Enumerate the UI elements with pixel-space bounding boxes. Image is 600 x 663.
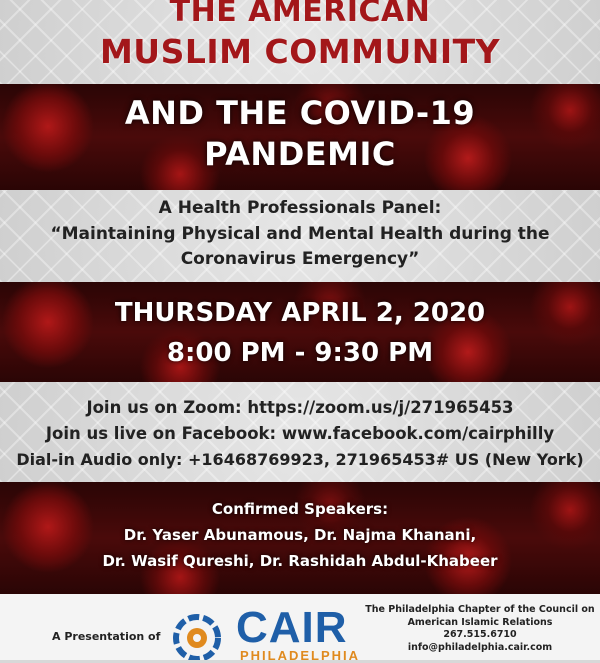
org-name-line-1: The Philadelphia Chapter of the Council on: [365, 604, 595, 615]
panel-heading: A Health Professionals Panel:: [158, 198, 442, 218]
org-info: [362, 604, 598, 654]
join-zoom[interactable]: Join us on Zoom: https://zoom.us/j/271965453: [86, 398, 514, 417]
cair-logo-subtext: PHILADELPHIA: [240, 648, 361, 663]
cair-logo-text: CAIR: [236, 603, 348, 652]
dial-in: Dial-in Audio only: +16468769923, 271965453# US (New York): [16, 450, 584, 469]
title-line-3: AND THE COVID-19: [124, 94, 476, 132]
speakers-heading: Confirmed Speakers:: [211, 500, 389, 518]
title-line-4: PANDEMIC: [204, 135, 396, 173]
org-email[interactable]: info@philadelphia.cair.com: [407, 641, 553, 653]
event-time: 8:00 PM - 9:30 PM: [166, 338, 434, 368]
org-phone: 267.515.6710: [443, 629, 517, 640]
org-name-line-2: American Islamic Relations: [407, 616, 553, 628]
title-line-1: THE AMERICAN: [169, 0, 431, 29]
presentation-of: A Presentation of: [52, 630, 161, 643]
panel-title-line-2: Coronavirus Emergency”: [180, 249, 420, 269]
title-line-2: MUSLIM COMMUNITY: [99, 32, 501, 71]
speakers-line-1: Dr. Yaser Abunamous, Dr. Najma Khanani,: [123, 526, 477, 544]
event-date: THURSDAY APRIL 2, 2020: [114, 298, 486, 328]
panel-title-line-1: “Maintaining Physical and Mental Health during the: [50, 224, 550, 244]
join-facebook[interactable]: Join us live on Facebook: www.facebook.com/cairphilly: [45, 424, 555, 443]
speakers-line-2: Dr. Wasif Qureshi, Dr. Rashidah Abdul-Khabeer: [102, 552, 498, 570]
cair-logo-icon: [166, 608, 228, 660]
